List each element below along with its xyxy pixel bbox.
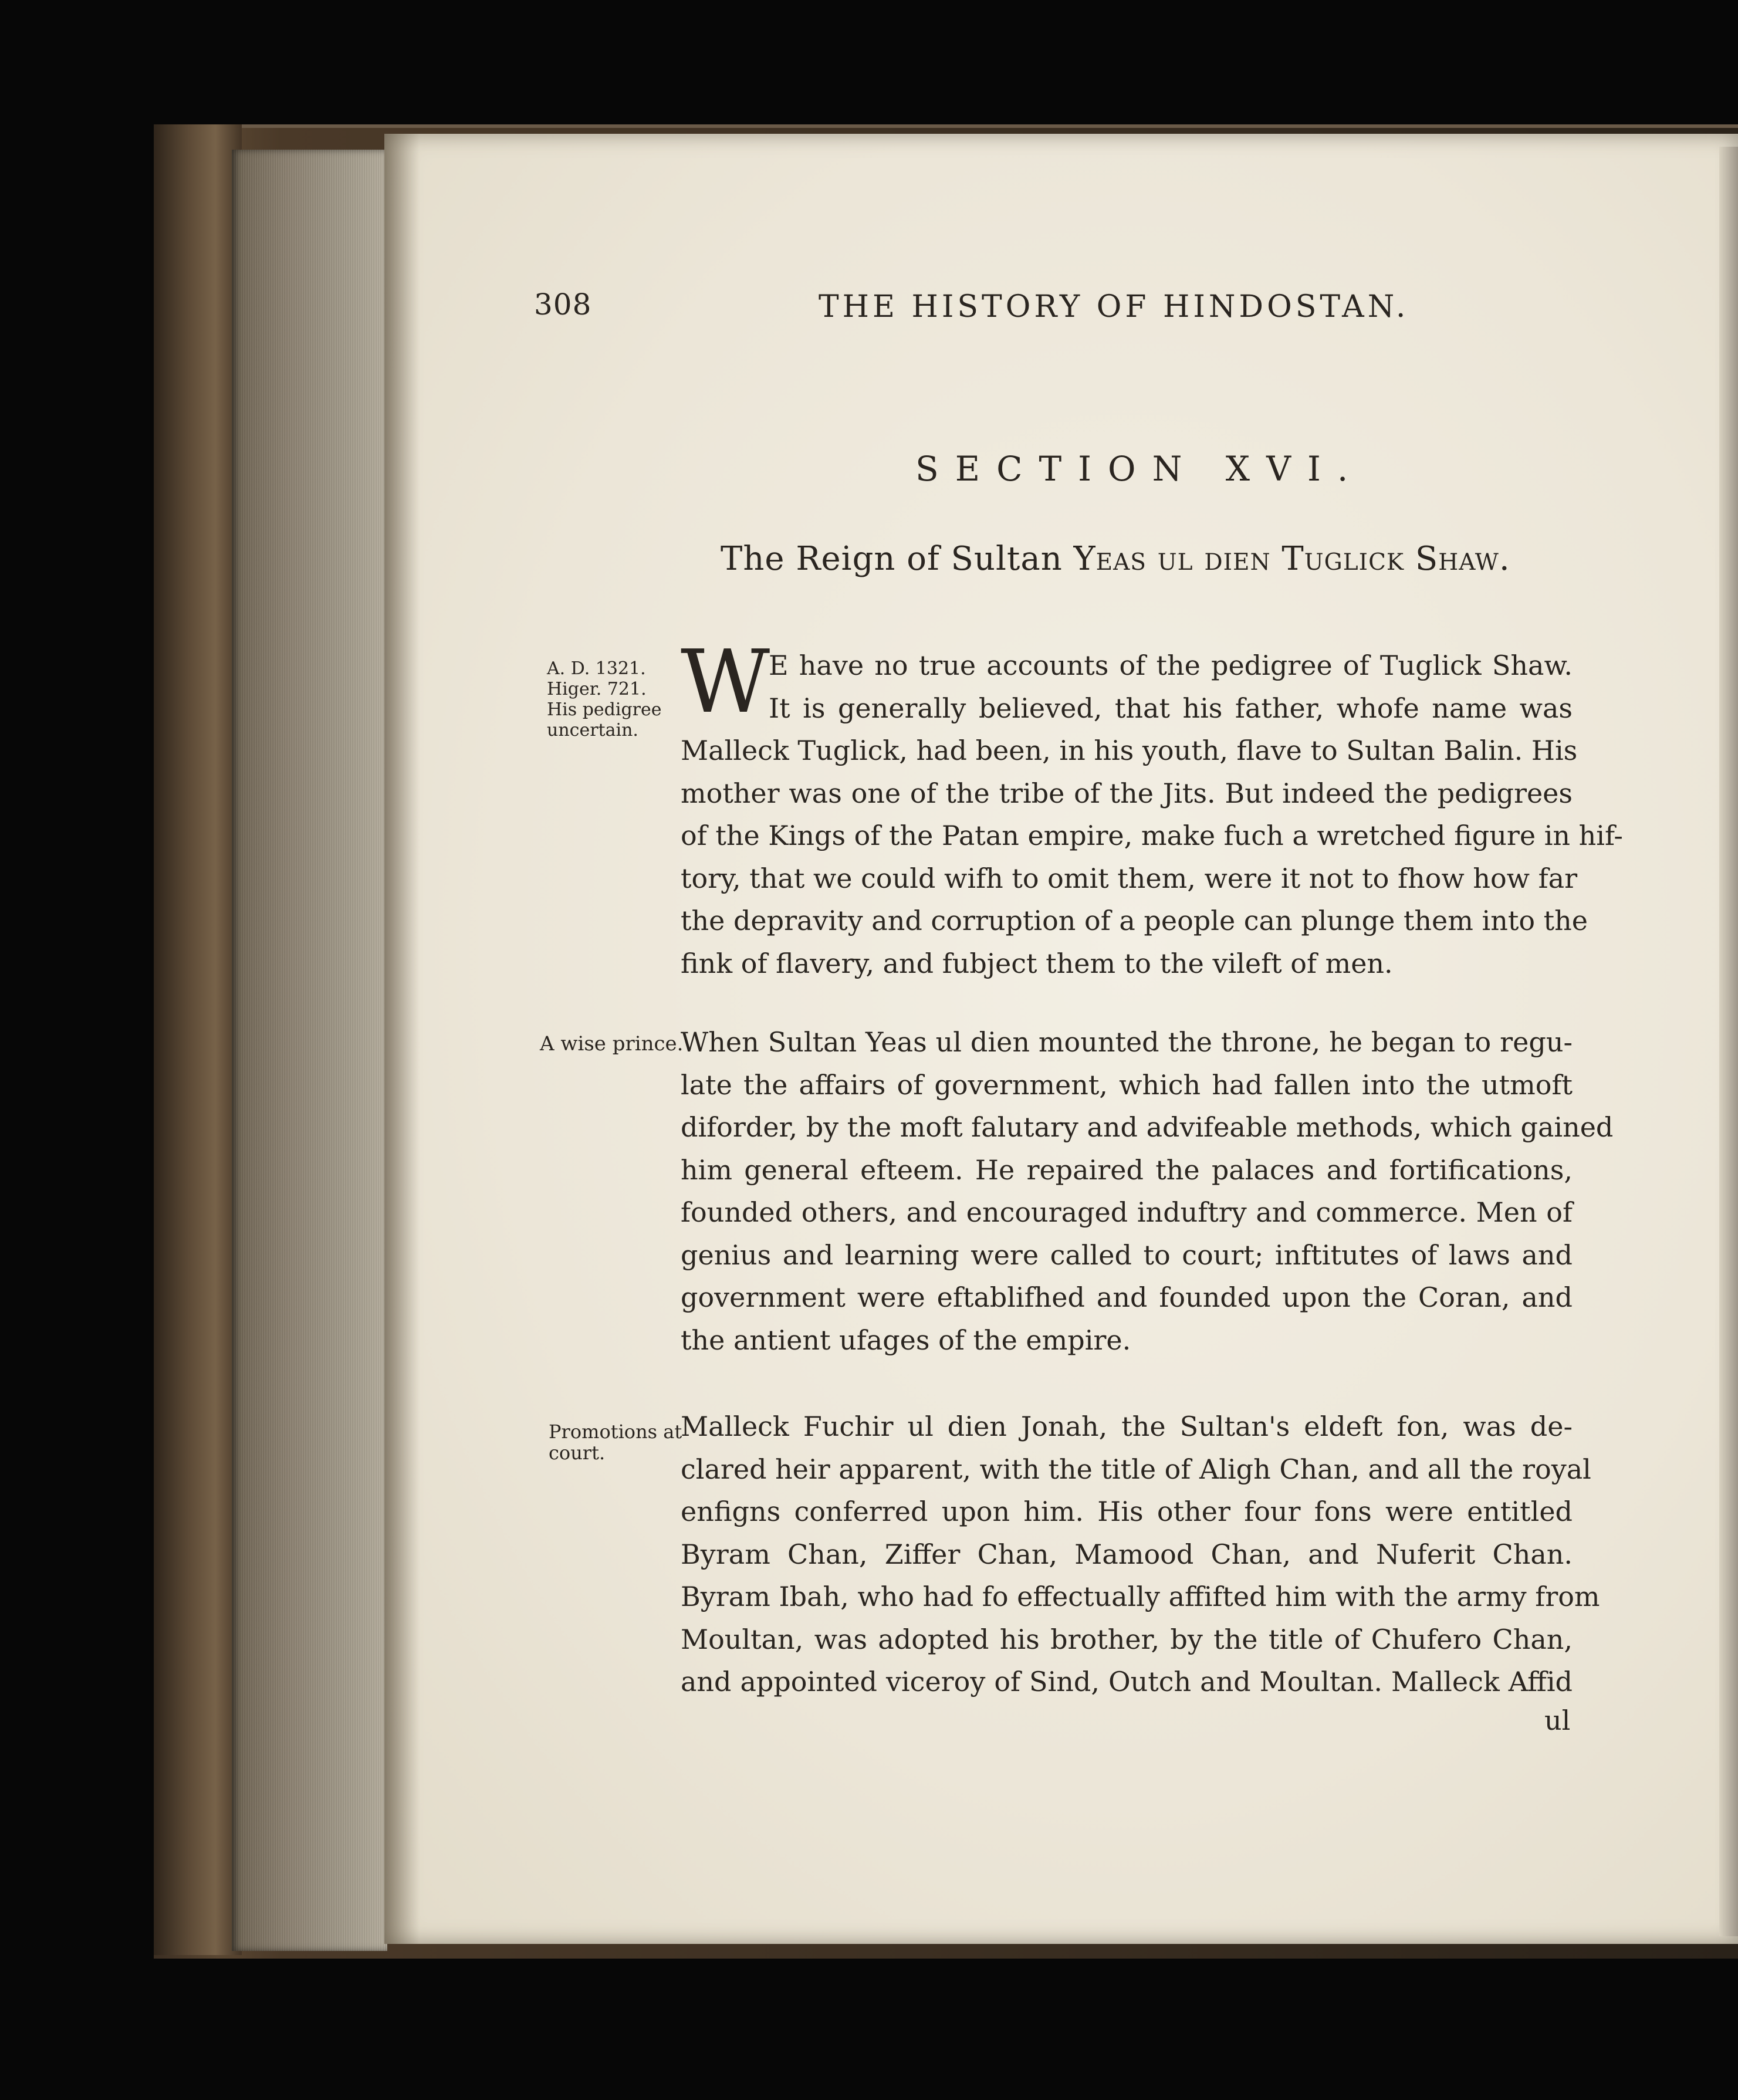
text-line: late the affairs of government, which had fallen into the utmoft [681,1068,1573,1101]
text-line: E have no true accounts of the pedigree of Tuglick Shaw. [769,650,1573,681]
margin-note-line: A. D. 1321. [547,658,646,679]
text-line: genius and learning were called to court; inftitutes of laws and [681,1239,1573,1271]
text-line: fink of flavery, and fubject them to the vileft of men. [681,947,1393,979]
book-spine-edge [154,124,242,1955]
paragraph-pedigree [681,644,1623,985]
text-line: Moultan, was adopted his brother, by the title of Chufero Chan, [681,1623,1573,1655]
running-title: THE HISTORY OF HINDOSTAN. [819,289,1409,324]
margin-note-date [547,658,662,740]
text-line: the antient ufages of the empire. [681,1324,1131,1356]
text-line: Malleck Tuglick, had been, in his youth, flave to Sultan Balin. His [681,735,1578,766]
margin-note-line: court. [549,1442,606,1464]
page-right-edge [1719,147,1738,1936]
text-line: and appointed viceroy of Sind, Outch and Moultan. Malleck Affid [681,1666,1573,1697]
text-line: It is generally believed, that his father, whofe name was [769,692,1573,724]
text-line: tory, that we could wifh to omit them, were it not to fhow how far [681,862,1578,894]
text-line: the depravity and corruption of a people can plunge them into the [681,905,1588,936]
text-line: Malleck Fuchir ul dien Jonah, the Sultan's eldeft fon, was de- [681,1411,1573,1442]
section-heading: SECTION XVI. [915,449,1365,489]
text-line: clared heir apparent, with the title of Aligh Chan, and all the royal [681,1453,1591,1485]
text-line: Byram Ibah, who had fo effectually affifted him with the army from [681,1581,1600,1612]
page-number: 308 [534,288,592,322]
text-line: enfigns conferred upon him. His other four fons were entitled [681,1496,1573,1527]
page-edges [232,150,387,1951]
drop-cap: W [681,631,770,732]
margin-note-line: A wise prince. [540,1032,684,1056]
margin-note-line: Higer. 721. [547,679,647,699]
text-line: government were eftablifhed and founded upon the Coran, and [681,1281,1573,1313]
reign-title [721,540,1510,578]
gutter-shadow [384,134,420,1944]
text-line: diforder, by the moft falutary and advifeable methods, which gained [681,1111,1614,1143]
paragraph-promotions [681,1405,1600,1703]
margin-note-wise-prince [540,1034,683,1054]
text-line: When Sultan Yeas ul dien mounted the throne, he began to regu- [681,1026,1573,1058]
margin-note-line: Promotions at [549,1421,682,1443]
text-line: mother was one of the tribe of the Jits. But indeed the pedigrees [681,777,1573,809]
margin-note-promotions [549,1421,682,1463]
paragraph-wise-prince [681,1021,1614,1361]
margin-note-line: His pedigree [547,699,662,720]
catchword: ul [1544,1705,1571,1736]
text-line: him general efteem. He repaired the palaces and fortifications, [681,1154,1573,1186]
text-line: founded others, and encouraged induftry and commerce. Men of [681,1196,1573,1228]
margin-note-line: uncertain. [547,720,638,740]
reign-title-prefix: The Reign of Sultan [721,540,1063,578]
text-line: Byram Chan, Ziffer Chan, Mamood Chan, and Nuferit Chan. [681,1538,1573,1570]
text-line: of the Kings of the Patan empire, make fuch a wretched figure in hif- [681,820,1623,851]
reign-title-name: Yeas ul dien Tuglick Shaw. [1073,540,1510,578]
